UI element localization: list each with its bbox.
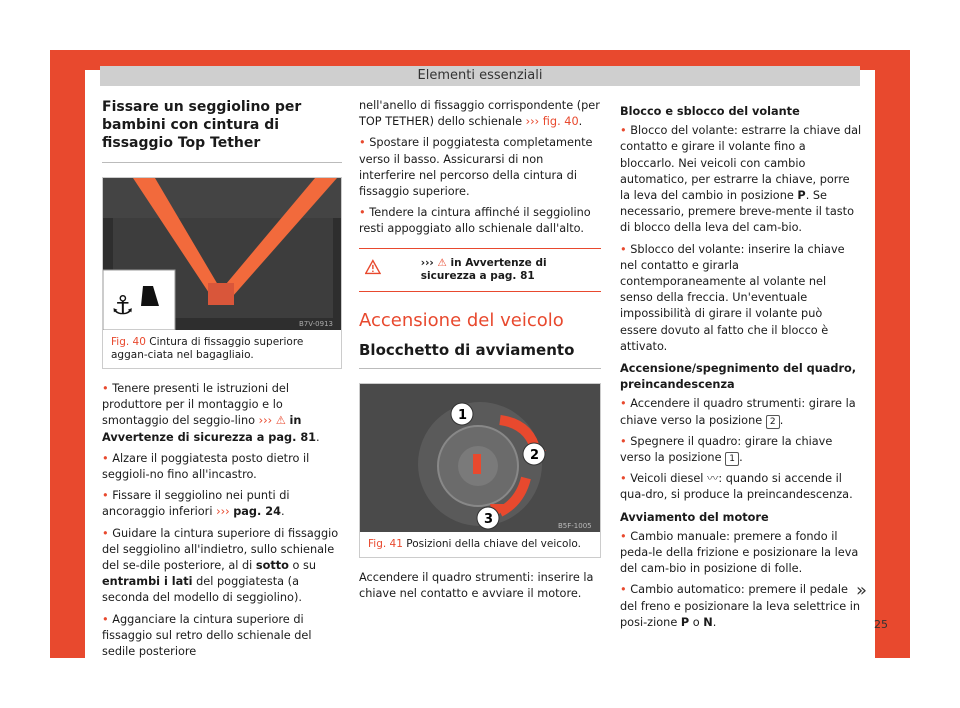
page-number: 25	[874, 618, 888, 631]
anchor-icon: ⚓	[111, 291, 135, 321]
subsection-title: Blocchetto di avviamento	[359, 340, 575, 359]
paragraph: Accendere il quadro strumenti: inserire la chiave nel contatto e avviare il motore.	[359, 570, 594, 601]
bullet-4: • Guidare la cintura superiore di fissaggio del seggiolino all'indietro, sullo schienale del se-dile posteriore, al di sotto o su entrambi i lati del poggiatesta (a seconda del modello di seggiolino).	[102, 526, 339, 605]
warning-ref[interactable]: in Avvertenze di sicurezza a pag. 81	[420, 256, 547, 282]
section-header: Elementi essenziali	[100, 66, 860, 86]
figure-caption-text: Posizioni della chiave del veicolo.	[406, 537, 581, 550]
continuation-text: nell'anello di fissaggio corrispondente (per TOP TETHER) dello schienale ››› fig. 40.	[359, 99, 600, 129]
figure-label: Fig. 40	[111, 336, 146, 348]
divider	[359, 368, 601, 369]
bullet-3: • Fissare il seggiolino nei punti di ancoraggio inferiori ››› pag. 24.	[102, 489, 290, 519]
warning-box: ››› ⚠ in Avvertenze di sicurezza a pag. 81	[359, 248, 601, 292]
position-1-label: 1	[458, 407, 468, 423]
figure-label: Fig. 41	[368, 537, 403, 550]
bullet-5: • Agganciare la cintura superiore di fissaggio sul retro dello schienale del sedile posteriore	[102, 612, 312, 659]
figure-41-image	[360, 384, 600, 532]
position-3-label: 3	[484, 511, 494, 527]
section-heading: Fissare un seggiolino per bambini con cintura di fissaggio Top Tether	[102, 99, 302, 151]
ref-link[interactable]: fig. 40	[542, 115, 579, 129]
warning-triangle-icon	[365, 257, 381, 277]
subhead-blocco: Blocco e sblocco del volante	[620, 105, 800, 118]
bullet-1: • Tenere presenti le istruzioni del produttore per il montaggio e lo smontaggio del seggio-lino ››› ⚠ in Avvertenze di sicurezza a pag. 81.	[102, 382, 320, 444]
figure-41	[359, 383, 601, 558]
column-3	[620, 98, 862, 636]
figure-41-caption	[360, 532, 600, 557]
figure-40-image	[103, 178, 341, 330]
bullet-7: • Tendere la cintura affinché il seggiolino resti appoggiato allo schienale dall'alto.	[359, 206, 591, 236]
bullet-8: • Blocco del volante: estrarre la chiave dal contatto e girare il volante fino a bloccarlo. Nei veicoli con cambio automatico, per estrarre la chiave, porre la leva del cambio in posizione P. Se necessario, premere breve-mente il tasto di blocco della leva del cam-bio.	[620, 124, 862, 235]
bullet-11: • Spegnere il quadro: girare la chiave verso la posizione 1 .	[620, 434, 833, 465]
position-badge: 2	[766, 415, 780, 429]
column-2	[359, 98, 601, 607]
bullet-10: • Accendere il quadro strumenti: girare la chiave verso la posizione 2 .	[620, 397, 856, 427]
subhead-accensione: Accensione/spegnimento del quadro, preincandescenza	[620, 362, 857, 392]
bullet-2: • Alzare il poggiatesta posto dietro il seggioli-no fino all'incastro.	[102, 451, 310, 482]
ref-link[interactable]: pag. 24	[233, 505, 281, 519]
position-badge: 1	[725, 452, 739, 466]
ref-link[interactable]: in Avvertenze di sicurezza a pag. 81	[102, 414, 317, 444]
subhead-avviamento: Avviamento del motore	[620, 510, 769, 524]
position-2-label: 2	[530, 447, 540, 463]
figure-code: B5F-1005	[558, 521, 592, 530]
continue-chevron: »	[856, 580, 868, 601]
divider	[102, 162, 342, 163]
figure-40	[102, 177, 342, 369]
bullet-6: • Spostare il poggiatesta completamente verso il basso. Assicurarsi di non interferire nel percorso della cintura di fissaggio superiore.	[359, 136, 593, 199]
bullet-12: • Veicoli diesel 〰: quando si accende il qua-dro, si produce la preincandescenza.	[620, 472, 853, 502]
top-tether-illustration	[103, 178, 341, 330]
figure-caption-text: Cintura di fissaggio superiore aggan-ciata nel bagagliaio.	[111, 336, 304, 361]
bullet-14: • Cambio automatico: premere il pedale del freno e posizionare la leva selettrice in posi-zione P o N.	[620, 583, 861, 629]
glow-plug-icon: 〰	[707, 472, 719, 486]
chapter-title: Accensione del veicolo	[359, 309, 564, 331]
bullet-13: • Cambio manuale: premere a fondo il peda-le della frizione e posizionare la leva del cam-bio in posizione di folle.	[620, 529, 859, 576]
column-1	[102, 98, 342, 665]
figure-code: B7V-0913	[299, 320, 333, 328]
figure-40-caption	[103, 330, 341, 368]
bullet-9: • Sblocco del volante: inserire la chiave nel contatto e girarla contemporaneamente al volante nel senso della freccia. Un'eventuale impossibilità di girare il volante può essere dovuto al fatto che il blocco è attivato.	[620, 242, 845, 353]
warning-icon: ⚠	[275, 414, 286, 428]
ignition-illustration	[360, 384, 600, 532]
